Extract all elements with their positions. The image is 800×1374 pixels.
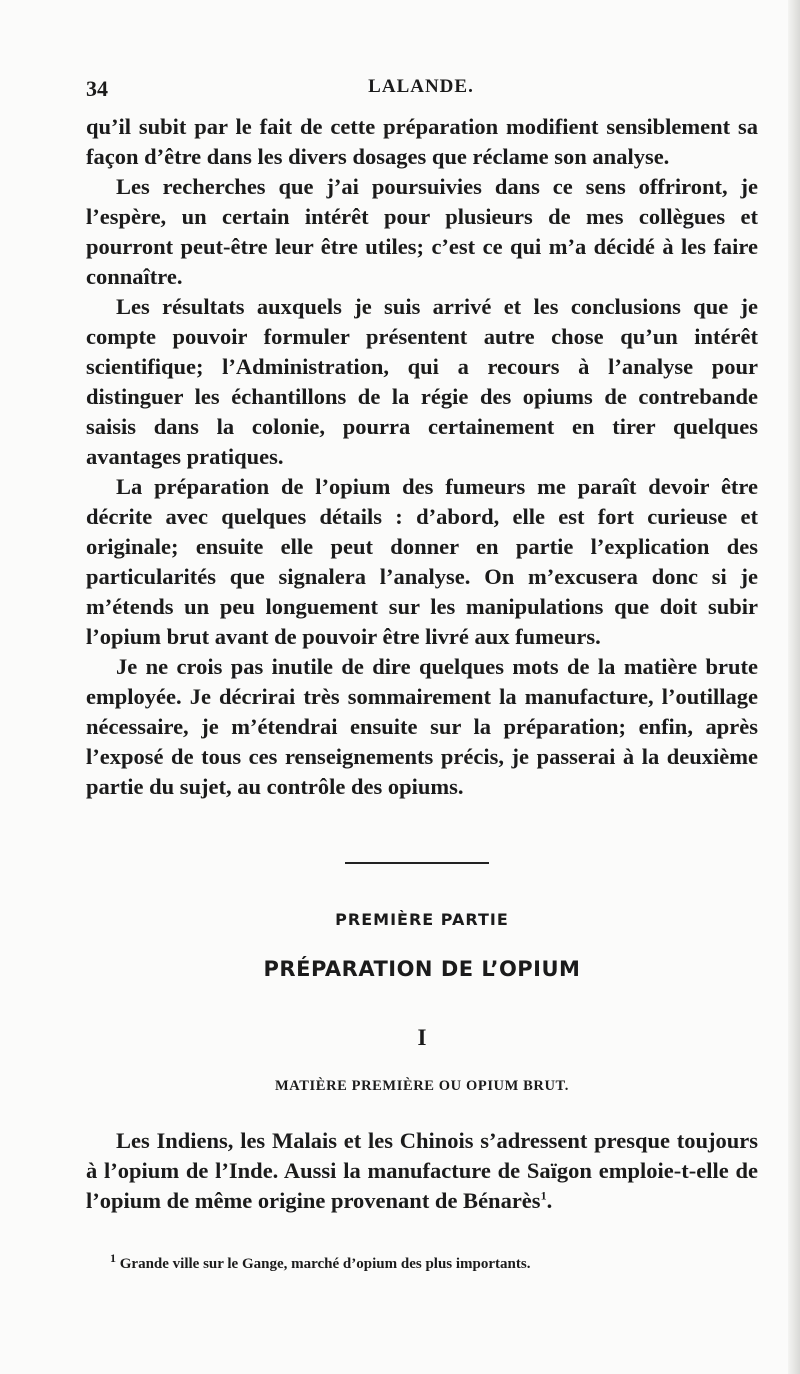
paragraph: La préparation de l’opium des fumeurs me paraît devoir être décrite avec quelques détails : d’abord, elle est fort curieuse et originale; ensuite elle peut donner en partie l’explication des particularités que signalera l’analyse. On m’excusera donc si je m’étends un peu longuement sur les manipulations que doit subir l’opium brut avant de pouvoir être livré aux fumeurs. bbox=[86, 474, 758, 649]
chapter-title: PRÉPARATION DE L’OPIUM bbox=[263, 957, 581, 981]
running-header bbox=[86, 76, 756, 106]
footnote-marker: 1 bbox=[110, 1251, 116, 1265]
part-title: PREMIÈRE PARTIE bbox=[335, 910, 509, 929]
running-title: LALANDE. bbox=[368, 76, 474, 97]
footnote bbox=[110, 1251, 750, 1273]
paragraph-continuation: qu’il subit par le fait de cette préparation modifient sensiblement sa façon d’être dans les divers dosages que réclame son analyse. bbox=[86, 114, 758, 169]
paragraph-text: Les Indiens, les Malais et les Chinois s’adressent presque toujours à l’opium de l’Inde. Aussi la manufacture de Saïgon emploie-t-elle de l’opium de même origine provenant de Bénarès bbox=[86, 1128, 758, 1213]
paragraph: Je ne crois pas inutile de dire quelques mots de la matière brute employée. Je décrirai très sommairement la manufacture, l’outillage nécessaire, je m’étendrai ensuite sur la préparation; enfin, après l’exposé de tous ces renseignements précis, je passerai à la deuxième partie du sujet, au contrôle des opiums. bbox=[86, 654, 758, 799]
paragraph: Les résultats auxquels je suis arrivé et les conclusions que je compte pouvoir formuler présentent autre chose qu’un intérêt scientifique; l’Administration, qui a recours à l’analyse pour distinguer les échantillons de la régie des opiums de contrebande saisis dans la colonie, pourra certainement en tirer quelques avantages pratiques. bbox=[86, 294, 758, 469]
paragraph: Les Indiens, les Malais et les Chinois s’adressent presque toujours à l’opium de l’Inde. Aussi la manufacture de Saïgon emploie-t-elle de l’opium de même origine provenant de Bénarès$^1$. bbox=[86, 1128, 758, 1213]
section-divider bbox=[345, 862, 489, 864]
main-text bbox=[86, 112, 758, 802]
section-numeral: I bbox=[417, 1025, 427, 1050]
footnote-reference: 1 bbox=[540, 1188, 547, 1203]
page-number: 34 bbox=[86, 76, 108, 101]
footnote-text: Grande ville sur le Gange, marché d’opium des plus importants. bbox=[119, 1256, 531, 1272]
section-text bbox=[86, 1126, 758, 1216]
paragraph: Les recherches que j’ai poursuivies dans ce sens offriront, je l’espère, un certain intérêt pour plusieurs de mes collègues et pourront peut-être leur être utiles; c’est ce qui m’a décidé à les faire connaître. bbox=[86, 174, 758, 289]
page-edge-shadow bbox=[788, 0, 800, 1374]
section-title: MATIÈRE PREMIÈRE OU OPIUM BRUT. bbox=[275, 1078, 569, 1094]
